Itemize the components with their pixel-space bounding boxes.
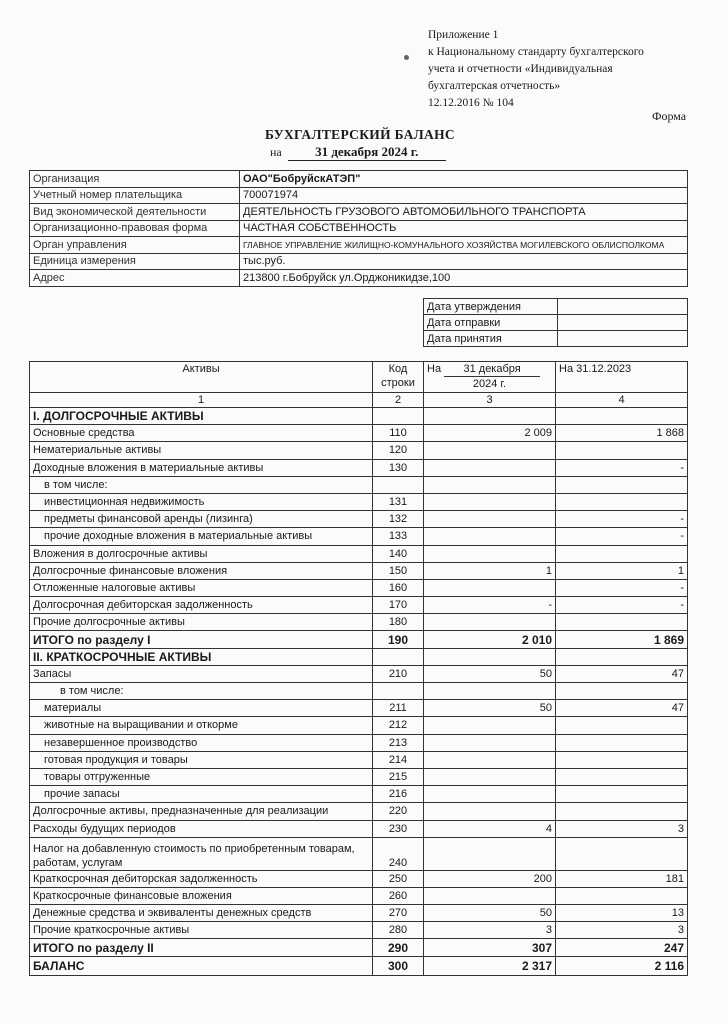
row-code: 230 xyxy=(373,820,424,837)
table-row xyxy=(30,648,688,665)
row-previous-value xyxy=(556,751,688,768)
date-label: Дата принятия xyxy=(424,331,558,347)
row-previous-value: - xyxy=(556,528,688,545)
org-value: 700071974 xyxy=(240,187,688,204)
table-row xyxy=(30,887,688,904)
row-previous-value xyxy=(556,476,688,493)
table-row xyxy=(30,683,688,700)
table-row xyxy=(30,631,688,648)
row-current-value: 50 xyxy=(424,700,556,717)
row-current-value xyxy=(424,528,556,545)
row-current-value xyxy=(424,408,556,425)
table-row xyxy=(30,442,688,459)
row-name: прочие доходные вложения в материальные активы xyxy=(30,528,373,545)
row-previous-value xyxy=(556,837,688,870)
row-code: 180 xyxy=(373,614,424,631)
table-row xyxy=(30,837,688,870)
row-previous-value xyxy=(556,545,688,562)
org-value: ДЕЯТЕЛЬНОСТЬ ГРУЗОВОГО АВТОМОБИЛЬНОГО ТРАНСПОРТА xyxy=(240,204,688,221)
row-previous-value xyxy=(556,614,688,631)
row-current-value xyxy=(424,683,556,700)
row-name: Денежные средства и эквиваленты денежных средств xyxy=(30,905,373,922)
row-previous-value: - xyxy=(556,579,688,596)
row-current-value xyxy=(424,545,556,562)
header-current-year: 2024 г. xyxy=(472,378,507,390)
row-current-value: 307 xyxy=(424,939,556,956)
column-number: 2 xyxy=(373,393,424,408)
row-code xyxy=(373,648,424,665)
table-row xyxy=(30,511,688,528)
row-name: Прочие долгосрочные активы xyxy=(30,614,373,631)
row-previous-value: 47 xyxy=(556,700,688,717)
date-row xyxy=(424,315,688,331)
header-code-line: строки xyxy=(381,377,415,389)
row-code: 270 xyxy=(373,905,424,922)
row-previous-value: 2 116 xyxy=(556,956,688,975)
table-row xyxy=(30,700,688,717)
row-previous-value: 247 xyxy=(556,939,688,956)
row-code: 220 xyxy=(373,803,424,820)
report-date-prefix: на xyxy=(270,145,282,159)
row-code xyxy=(373,408,424,425)
row-previous-value: 1 869 xyxy=(556,631,688,648)
row-current-value: 2 010 xyxy=(424,631,556,648)
row-current-value xyxy=(424,734,556,751)
row-code: 170 xyxy=(373,597,424,614)
annex-line: учета и отчетности «Индивидуальная xyxy=(428,63,613,75)
row-current-value xyxy=(424,751,556,768)
row-code: 280 xyxy=(373,922,424,939)
row-previous-value: 47 xyxy=(556,665,688,682)
row-name: БАЛАНС xyxy=(30,956,373,975)
row-name: Долгосрочные активы, предназначенные для реализации xyxy=(30,803,373,820)
row-code: 210 xyxy=(373,665,424,682)
scan-speck xyxy=(404,55,409,60)
table-row xyxy=(30,717,688,734)
row-previous-value xyxy=(556,717,688,734)
row-code: 131 xyxy=(373,493,424,510)
org-value: тыс.руб. xyxy=(240,253,688,270)
date-row xyxy=(424,299,688,315)
annex-line: к Национальному стандарту бухгалтерского xyxy=(428,46,644,58)
row-code: 120 xyxy=(373,442,424,459)
row-name: животные на выращивании и откорме xyxy=(30,717,373,734)
row-previous-value: 3 xyxy=(556,820,688,837)
row-code xyxy=(373,476,424,493)
date-value xyxy=(558,315,688,331)
org-label: Орган управления xyxy=(30,237,240,254)
annex-line: бухгалтерская отчетность» xyxy=(428,80,561,92)
row-name: Основные средства xyxy=(30,425,373,442)
row-code: 190 xyxy=(373,631,424,648)
row-name: II. КРАТКОСРОЧНЫЕ АКТИВЫ xyxy=(30,648,373,665)
date-value xyxy=(558,331,688,347)
date-row xyxy=(424,331,688,347)
row-current-value xyxy=(424,442,556,459)
row-name: Долгосрочные финансовые вложения xyxy=(30,562,373,579)
table-row xyxy=(30,939,688,956)
row-code: 160 xyxy=(373,579,424,596)
org-value: ОАО"БобруйскАТЭП" xyxy=(240,171,688,188)
row-current-value: 3 xyxy=(424,922,556,939)
row-current-value: 1 xyxy=(424,562,556,579)
row-current-value xyxy=(424,579,556,596)
org-row xyxy=(30,204,688,221)
row-name: Налог на добавленную стоимость по приобретенным товарам, работам, услугам xyxy=(30,837,373,870)
row-previous-value: 181 xyxy=(556,870,688,887)
row-current-value xyxy=(424,493,556,510)
org-label: Единица измерения xyxy=(30,253,240,270)
row-code: 240 xyxy=(373,837,424,870)
row-current-value: 200 xyxy=(424,870,556,887)
date-label: Дата утверждения xyxy=(424,299,558,315)
row-previous-value xyxy=(556,683,688,700)
row-name: готовая продукция и товары xyxy=(30,751,373,768)
row-previous-value: 1 868 xyxy=(556,425,688,442)
row-previous-value xyxy=(556,734,688,751)
row-name: предметы финансовой аренды (лизинга) xyxy=(30,511,373,528)
row-previous-value: 13 xyxy=(556,905,688,922)
annex-line: Приложение 1 xyxy=(428,29,499,41)
row-name: Прочие краткосрочные активы xyxy=(30,922,373,939)
row-code: 300 xyxy=(373,956,424,975)
table-row xyxy=(30,408,688,425)
header-code xyxy=(373,362,424,393)
table-row xyxy=(30,493,688,510)
row-name: Расходы будущих периодов xyxy=(30,820,373,837)
row-current-value xyxy=(424,837,556,870)
row-code: 132 xyxy=(373,511,424,528)
row-code: 216 xyxy=(373,786,424,803)
row-current-value xyxy=(424,476,556,493)
table-row xyxy=(30,786,688,803)
row-current-value xyxy=(424,803,556,820)
row-code: 290 xyxy=(373,939,424,956)
header-assets: Активы xyxy=(30,362,373,393)
organization-info-table xyxy=(29,170,688,287)
row-previous-value xyxy=(556,408,688,425)
row-name: инвестиционная недвижимость xyxy=(30,493,373,510)
row-current-value xyxy=(424,459,556,476)
row-previous-value xyxy=(556,887,688,904)
row-current-value: 2 317 xyxy=(424,956,556,975)
row-previous-value: - xyxy=(556,459,688,476)
row-code: 215 xyxy=(373,768,424,785)
org-row xyxy=(30,187,688,204)
org-value: 213800 г.Бобруйск ул.Орджоникидзе,100 xyxy=(240,270,688,287)
org-row xyxy=(30,237,688,254)
row-name: ИТОГО по разделу II xyxy=(30,939,373,956)
document-title: БУХГАЛТЕРСКИЙ БАЛАНС xyxy=(265,127,455,142)
row-code: 250 xyxy=(373,870,424,887)
row-name: Нематериальные активы xyxy=(30,442,373,459)
row-name: Отложенные налоговые активы xyxy=(30,579,373,596)
header-code-line: Код xyxy=(388,363,408,375)
column-number: 4 xyxy=(556,393,688,408)
row-name: Краткосрочная дебиторская задолженность xyxy=(30,870,373,887)
org-row xyxy=(30,253,688,270)
column-number: 3 xyxy=(424,393,556,408)
table-row xyxy=(30,734,688,751)
row-current-value xyxy=(424,511,556,528)
row-name: Запасы xyxy=(30,665,373,682)
row-code: 140 xyxy=(373,545,424,562)
table-row xyxy=(30,528,688,545)
annex-note xyxy=(428,27,644,112)
row-name: I. ДОЛГОСРОЧНЫЕ АКТИВЫ xyxy=(30,408,373,425)
row-current-value: - xyxy=(424,597,556,614)
table-row xyxy=(30,870,688,887)
form-label: Форма xyxy=(652,109,687,123)
row-current-value xyxy=(424,648,556,665)
table-row xyxy=(30,579,688,596)
row-previous-value: - xyxy=(556,511,688,528)
row-name: Долгосрочная дебиторская задолженность xyxy=(30,597,373,614)
dates-table xyxy=(423,298,688,347)
header-previous: На 31.12.2023 xyxy=(556,362,688,393)
table-row xyxy=(30,459,688,476)
row-code: 260 xyxy=(373,887,424,904)
column-number: 1 xyxy=(30,393,373,408)
row-code: 110 xyxy=(373,425,424,442)
row-previous-value xyxy=(556,648,688,665)
row-current-value xyxy=(424,614,556,631)
table-row xyxy=(30,956,688,975)
table-row xyxy=(30,922,688,939)
row-name: Вложения в долгосрочные активы xyxy=(30,545,373,562)
row-name: в том числе: xyxy=(30,683,373,700)
row-previous-value: 3 xyxy=(556,922,688,939)
table-row xyxy=(30,768,688,785)
table-row xyxy=(30,562,688,579)
org-row xyxy=(30,270,688,287)
row-code: 214 xyxy=(373,751,424,768)
row-previous-value xyxy=(556,493,688,510)
table-row xyxy=(30,597,688,614)
table-row xyxy=(30,425,688,442)
row-current-value: 4 xyxy=(424,820,556,837)
row-code xyxy=(373,683,424,700)
row-current-value xyxy=(424,786,556,803)
row-code: 213 xyxy=(373,734,424,751)
row-name: незавершенное производство xyxy=(30,734,373,751)
row-current-value xyxy=(424,717,556,734)
report-date xyxy=(270,144,446,161)
row-previous-value: 1 xyxy=(556,562,688,579)
row-name: Краткосрочные финансовые вложения xyxy=(30,887,373,904)
table-row xyxy=(30,751,688,768)
date-value xyxy=(558,299,688,315)
row-previous-value xyxy=(556,786,688,803)
row-previous-value: - xyxy=(556,597,688,614)
row-current-value xyxy=(424,887,556,904)
row-current-value: 50 xyxy=(424,905,556,922)
header-current-prefix: На xyxy=(427,363,442,375)
row-code: 133 xyxy=(373,528,424,545)
row-current-value xyxy=(424,768,556,785)
row-current-value: 50 xyxy=(424,665,556,682)
row-name: ИТОГО по разделу I xyxy=(30,631,373,648)
table-row xyxy=(30,665,688,682)
row-previous-value xyxy=(556,442,688,459)
row-previous-value xyxy=(556,803,688,820)
row-name: в том числе: xyxy=(30,476,373,493)
report-date-value: 31 декабря 2024 г. xyxy=(288,144,446,161)
org-value: ЧАСТНАЯ СОБСТВЕННОСТЬ xyxy=(240,220,688,237)
table-row xyxy=(30,545,688,562)
row-name: материалы xyxy=(30,700,373,717)
org-label: Адрес xyxy=(30,270,240,287)
row-code: 150 xyxy=(373,562,424,579)
date-label: Дата отправки xyxy=(424,315,558,331)
table-row xyxy=(30,803,688,820)
row-current-value: 2 009 xyxy=(424,425,556,442)
table-row xyxy=(30,476,688,493)
table-row xyxy=(30,614,688,631)
row-name: Доходные вложения в материальные активы xyxy=(30,459,373,476)
annex-line: 12.12.2016 № 104 xyxy=(428,97,514,109)
row-code: 130 xyxy=(373,459,424,476)
row-code: 211 xyxy=(373,700,424,717)
org-label: Организация xyxy=(30,171,240,188)
header-current xyxy=(424,362,556,393)
row-name: товары отгруженные xyxy=(30,768,373,785)
row-previous-value xyxy=(556,768,688,785)
org-row xyxy=(30,171,688,188)
org-label: Учетный номер плательщика xyxy=(30,187,240,204)
org-row xyxy=(30,220,688,237)
row-name: прочие запасы xyxy=(30,786,373,803)
header-current-date: 31 декабря xyxy=(444,362,540,377)
row-code: 212 xyxy=(373,717,424,734)
table-row xyxy=(30,820,688,837)
column-number-row xyxy=(30,393,688,408)
table-header-row xyxy=(30,362,688,393)
org-label: Организационно-правовая форма xyxy=(30,220,240,237)
balance-table xyxy=(29,361,688,976)
org-value: ГЛАВНОЕ УПРАВЛЕНИЕ ЖИЛИЩНО-КОМУНАЛЬНОГО ХОЗЯЙСТВА МОГИЛЕВСКОГО ОБЛИСПОЛКОМА xyxy=(240,237,688,254)
org-label: Вид экономической деятельности xyxy=(30,204,240,221)
table-row xyxy=(30,905,688,922)
